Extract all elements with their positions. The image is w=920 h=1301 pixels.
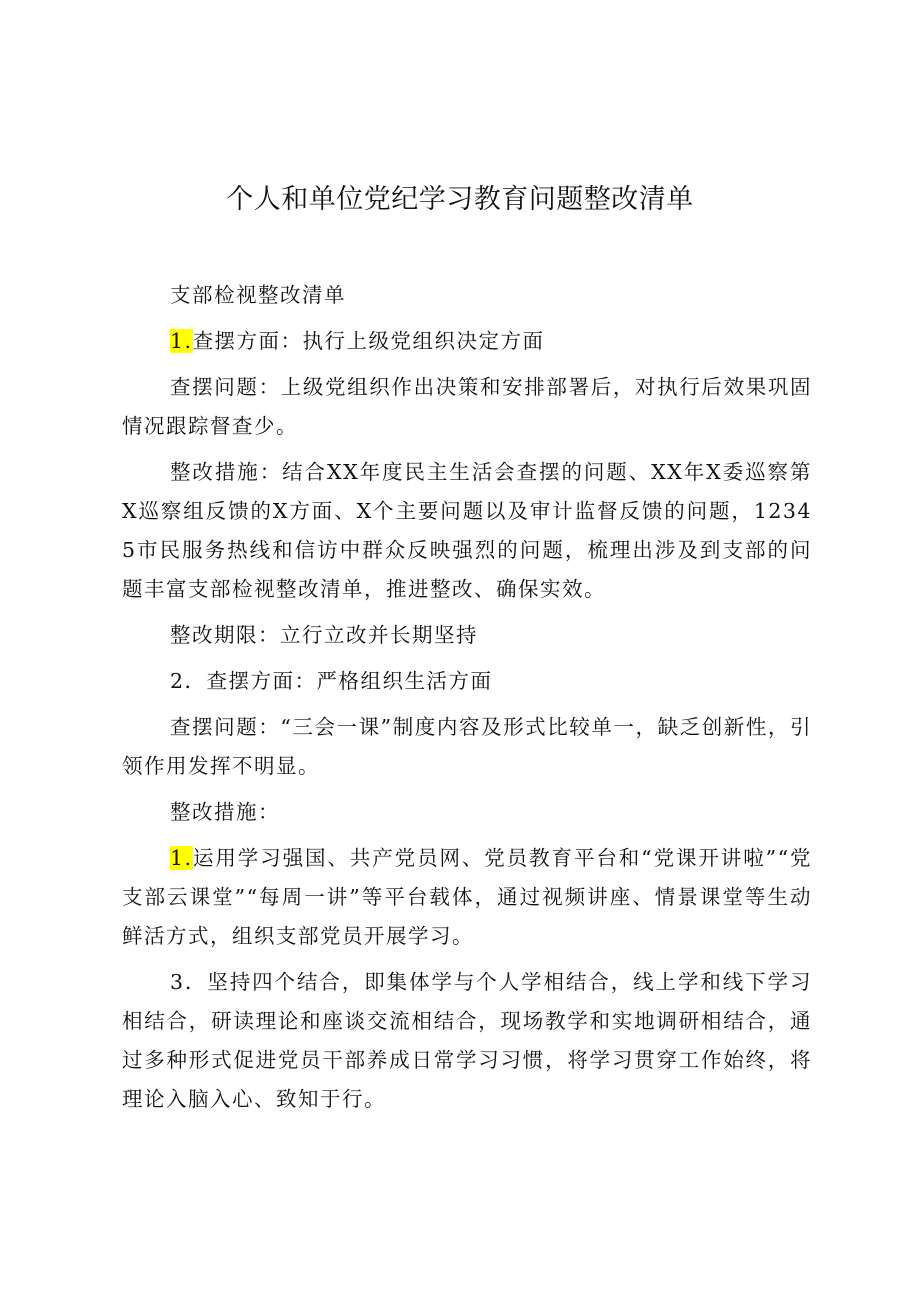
paragraph-check-aspect-2 xyxy=(122,662,812,701)
paragraph-text: 3．坚持四个结合，即集体学与个人学相结合，线上学和线下学习相结合，研读理论和座谈交流相结合，现场教学和实地调研相结合，通过多种形式促进党员干部养成日常学习习惯，将学习贯穿工作始终，将理论入脑入心、致知于行。 xyxy=(122,970,812,1111)
paragraph-text: 2．查摆方面：严格组织生活方面 xyxy=(170,669,493,693)
paragraph-text: 查摆问题：上级党组织作出决策和安排部署后，对执行后效果巩固情况跟踪督查少。 xyxy=(122,375,812,438)
paragraph-text: 运用学习强国、共产党员网、党员教育平台和“党课开讲啦”“党支部云课堂”“每周一讲”等平台载体，通过视频讲座、情景课堂等生动鲜活方式，组织支部党员开展学习。 xyxy=(122,846,812,948)
document-title: 个人和单位党纪学习教育问题整改清单 xyxy=(226,184,694,215)
paragraph-measures-1 xyxy=(122,453,812,609)
paragraph-measures-2-heading xyxy=(122,793,812,832)
paragraph-text: 支部检视整改清单 xyxy=(170,283,346,307)
paragraph-deadline-1 xyxy=(122,616,812,655)
document-body xyxy=(122,276,812,1126)
paragraph-problem-1 xyxy=(122,368,812,446)
paragraph-text: 查摆方面：执行上级党组织决定方面 xyxy=(192,329,545,353)
paragraph-text: 查摆问题：“三会一课”制度内容及形式比较单一，缺乏创新性，引领作用发挥不明显。 xyxy=(122,715,812,778)
paragraph-text: 整改措施：结合XX年度民主生活会查摆的问题、XX年X委巡察第X巡察组反馈的X方面、X个主要问题以及审计监督反馈的问题，12345市民服务热线和信访中群众反映强烈的问题，梳理出涉及到支部的问题丰富支部检视整改清单，推进整改、确保实效。 xyxy=(122,460,812,601)
paragraph-text: 整改期限：立行立改并长期坚持 xyxy=(170,623,478,647)
paragraph-branch-list-heading xyxy=(122,276,812,315)
highlighted-number: 1. xyxy=(170,846,193,870)
paragraph-problem-2 xyxy=(122,708,812,786)
highlighted-number: 1. xyxy=(170,329,193,353)
paragraph-text: 整改措施： xyxy=(170,800,280,824)
paragraph-measure-item-1 xyxy=(122,839,812,956)
paragraph-measure-item-3 xyxy=(122,963,812,1119)
paragraph-check-aspect-1 xyxy=(122,322,812,361)
